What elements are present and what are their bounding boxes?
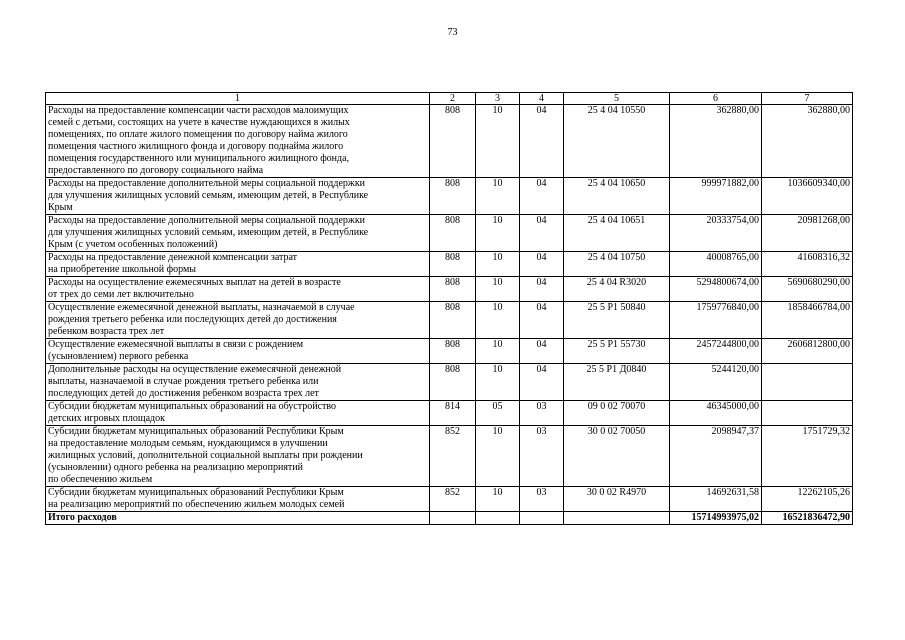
amount-col6: 14692631,58 bbox=[670, 487, 762, 512]
amount-col7: 362880,00 bbox=[762, 105, 853, 178]
section-code: 10 bbox=[476, 426, 520, 487]
column-header: 4 bbox=[520, 93, 564, 105]
ministry-code: 808 bbox=[430, 252, 476, 277]
expenditure-name-line: выплаты, назначаемой в случае рождения третьего ребенка или bbox=[48, 376, 319, 387]
expenditure-name-line: Расходы на предоставление дополнительной меры социальной поддержки bbox=[48, 178, 366, 189]
expenditure-name-line: по обеспечению жильем bbox=[48, 474, 153, 485]
section-code: 10 bbox=[476, 339, 520, 364]
table-row bbox=[46, 302, 853, 339]
section-code: 10 bbox=[476, 302, 520, 339]
expenditure-name bbox=[46, 339, 430, 364]
section-code: 05 bbox=[476, 401, 520, 426]
subsection-code: 04 bbox=[520, 339, 564, 364]
ministry-code: 808 bbox=[430, 215, 476, 252]
column-header: 6 bbox=[670, 93, 762, 105]
total-amount-col6: 15714993975,02 bbox=[670, 512, 762, 525]
section-code: 10 bbox=[476, 277, 520, 302]
expenditure-name bbox=[46, 302, 430, 339]
table-row bbox=[46, 277, 853, 302]
target-article-code: 25 4 04 10651 bbox=[564, 215, 670, 252]
expenditure-name-line: Субсидии бюджетам муниципальных образований Республики Крым bbox=[48, 426, 344, 437]
section-code: 10 bbox=[476, 487, 520, 512]
amount-col6: 5294800674,00 bbox=[670, 277, 762, 302]
total-amount-col7: 16521836472,90 bbox=[762, 512, 853, 525]
table-row bbox=[46, 487, 853, 512]
subsection-code: 04 bbox=[520, 364, 564, 401]
expenditure-name bbox=[46, 426, 430, 487]
table-cell bbox=[430, 512, 476, 525]
ministry-code: 808 bbox=[430, 105, 476, 178]
amount-col7: 1858466784,00 bbox=[762, 302, 853, 339]
expenditure-name-line: предоставленного по договору социального найма bbox=[48, 165, 264, 176]
expenditure-name-line: Осуществление ежемесячной выплаты в связи с рождением bbox=[48, 339, 304, 350]
amount-col6: 2457244800,00 bbox=[670, 339, 762, 364]
subsection-code: 04 bbox=[520, 252, 564, 277]
expenditure-name bbox=[46, 487, 430, 512]
expenditure-table bbox=[45, 92, 853, 525]
expenditure-name-line: Субсидии бюджетам муниципальных образований Республики Крым bbox=[48, 487, 344, 498]
expenditure-name bbox=[46, 252, 430, 277]
column-header: 3 bbox=[476, 93, 520, 105]
expenditure-name-line: от трех до семи лет включительно bbox=[48, 289, 194, 300]
target-article-code: 30 0 02 70050 bbox=[564, 426, 670, 487]
expenditure-name-line: Крым (с учетом особенных положений) bbox=[48, 239, 218, 250]
section-code: 10 bbox=[476, 215, 520, 252]
expenditure-name bbox=[46, 401, 430, 426]
column-header: 2 bbox=[430, 93, 476, 105]
amount-col6: 2098947,37 bbox=[670, 426, 762, 487]
amount-col7 bbox=[762, 364, 853, 401]
total-label: Итого расходов bbox=[46, 512, 430, 525]
expenditure-name-line: семей с детьми, состоящих на учете в качестве нуждающихся в жилых bbox=[48, 117, 350, 128]
column-number-row bbox=[46, 93, 853, 105]
expenditure-name-line: Дополнительные расходы на осуществление ежемесячной денежной bbox=[48, 364, 342, 375]
expenditure-name-line: последующих детей до достижения ребенком возраста трех лет bbox=[48, 388, 319, 399]
column-header: 1 bbox=[46, 93, 430, 105]
subsection-code: 03 bbox=[520, 426, 564, 487]
target-article-code: 25 4 04 10750 bbox=[564, 252, 670, 277]
amount-col7: 2606812800,00 bbox=[762, 339, 853, 364]
table-row bbox=[46, 339, 853, 364]
subsection-code: 04 bbox=[520, 302, 564, 339]
expenditure-name-line: Расходы на предоставление компенсации части расходов малоимущих bbox=[48, 105, 349, 116]
table-row bbox=[46, 178, 853, 215]
expenditure-name-line: Субсидии бюджетам муниципальных образований на обустройство bbox=[48, 401, 337, 412]
expenditure-name-line: Расходы на предоставление денежной компенсации затрат bbox=[48, 252, 298, 263]
table-row bbox=[46, 215, 853, 252]
amount-col6: 40008765,00 bbox=[670, 252, 762, 277]
amount-col7: 20981268,00 bbox=[762, 215, 853, 252]
section-code: 10 bbox=[476, 252, 520, 277]
table-row bbox=[46, 401, 853, 426]
ministry-code: 808 bbox=[430, 339, 476, 364]
subsection-code: 04 bbox=[520, 215, 564, 252]
table-row bbox=[46, 252, 853, 277]
subsection-code: 03 bbox=[520, 487, 564, 512]
expenditure-name-line: помещения государственного или муниципального жилищного фонда, bbox=[48, 153, 350, 164]
target-article-code: 25 5 P1 Д0840 bbox=[564, 364, 670, 401]
target-article-code: 25 4 04 10650 bbox=[564, 178, 670, 215]
amount-col7: 41608316,32 bbox=[762, 252, 853, 277]
expenditure-name-line: рождения третьего ребенка или последующих детей до достижения bbox=[48, 314, 337, 325]
expenditure-name-line: помещения частного жилищного фонда и договору поднайма жилого bbox=[48, 141, 344, 152]
total-row bbox=[46, 512, 853, 525]
amount-col7: 1751729,32 bbox=[762, 426, 853, 487]
target-article-code: 25 4 04 10550 bbox=[564, 105, 670, 178]
column-header: 7 bbox=[762, 93, 853, 105]
expenditure-name bbox=[46, 178, 430, 215]
expenditure-name bbox=[46, 364, 430, 401]
expenditure-name bbox=[46, 105, 430, 178]
table-cell bbox=[520, 512, 564, 525]
amount-col6: 46345000,00 bbox=[670, 401, 762, 426]
section-code: 10 bbox=[476, 105, 520, 178]
section-code: 10 bbox=[476, 178, 520, 215]
expenditure-name-line: жилищных условий, дополнительной социальной выплаты при рождении bbox=[48, 450, 363, 461]
table-body bbox=[46, 105, 853, 512]
expenditure-name-line: Крым bbox=[48, 202, 73, 213]
amount-col7: 5690680290,00 bbox=[762, 277, 853, 302]
expenditure-name-line: ребенком возраста трех лет bbox=[48, 326, 165, 337]
expenditure-name-line: Расходы на предоставление дополнительной меры социальной поддержки bbox=[48, 215, 366, 226]
expenditure-name-line: Осуществление ежемесячной денежной выплаты, назначаемой в случае bbox=[48, 302, 355, 313]
section-code: 10 bbox=[476, 364, 520, 401]
amount-col7 bbox=[762, 401, 853, 426]
table-row bbox=[46, 105, 853, 178]
ministry-code: 808 bbox=[430, 364, 476, 401]
expenditure-name-line: детских игровых площадок bbox=[48, 413, 165, 424]
subsection-code: 04 bbox=[520, 105, 564, 178]
expenditure-name-line: для улучшения жилищных условий семьям, имеющим детей, в Республике bbox=[48, 227, 369, 238]
amount-col6: 20333754,00 bbox=[670, 215, 762, 252]
amount-col7: 12262105,26 bbox=[762, 487, 853, 512]
table-cell bbox=[564, 512, 670, 525]
ministry-code: 852 bbox=[430, 487, 476, 512]
target-article-code: 25 5 P1 50840 bbox=[564, 302, 670, 339]
ministry-code: 814 bbox=[430, 401, 476, 426]
target-article-code: 09 0 02 70070 bbox=[564, 401, 670, 426]
amount-col6: 362880,00 bbox=[670, 105, 762, 178]
amount-col6: 1759776840,00 bbox=[670, 302, 762, 339]
expenditure-name-line: Расходы на осуществление ежемесячных выплат на детей в возрасте bbox=[48, 277, 341, 288]
target-article-code: 30 0 02 R4970 bbox=[564, 487, 670, 512]
table-row bbox=[46, 426, 853, 487]
amount-col6: 999971882,00 bbox=[670, 178, 762, 215]
ministry-code: 808 bbox=[430, 277, 476, 302]
page-number: 73 bbox=[447, 27, 458, 38]
ministry-code: 808 bbox=[430, 178, 476, 215]
expenditure-name-line: на реализацию мероприятий по обеспечению жильем молодых семей bbox=[48, 499, 345, 510]
target-article-code: 25 4 04 R3020 bbox=[564, 277, 670, 302]
target-article-code: 25 5 P1 55730 bbox=[564, 339, 670, 364]
subsection-code: 04 bbox=[520, 277, 564, 302]
table-row bbox=[46, 364, 853, 401]
expenditure-name-line: (усыновлением) первого ребенка bbox=[48, 351, 189, 362]
expenditure-name-line: на приобретение школьной формы bbox=[48, 264, 197, 275]
amount-col7: 1036609340,00 bbox=[762, 178, 853, 215]
ministry-code: 852 bbox=[430, 426, 476, 487]
expenditure-name-line: (усыновлении) одного ребенка на реализацию мероприятий bbox=[48, 462, 303, 473]
ministry-code: 808 bbox=[430, 302, 476, 339]
expenditure-name-line: для улучшения жилищных условий семьям, имеющим детей, в Республике bbox=[48, 190, 369, 201]
expenditure-name bbox=[46, 215, 430, 252]
subsection-code: 04 bbox=[520, 178, 564, 215]
column-header: 5 bbox=[564, 93, 670, 105]
expenditure-name-line: помещениях, по оплате жилого помещения по договору найма жилого bbox=[48, 129, 348, 140]
subsection-code: 03 bbox=[520, 401, 564, 426]
expenditure-name-line: на предоставление молодым семьям, нуждающимся в улучшении bbox=[48, 438, 328, 449]
expenditure-name bbox=[46, 277, 430, 302]
amount-col6: 5244120,00 bbox=[670, 364, 762, 401]
table-cell bbox=[476, 512, 520, 525]
